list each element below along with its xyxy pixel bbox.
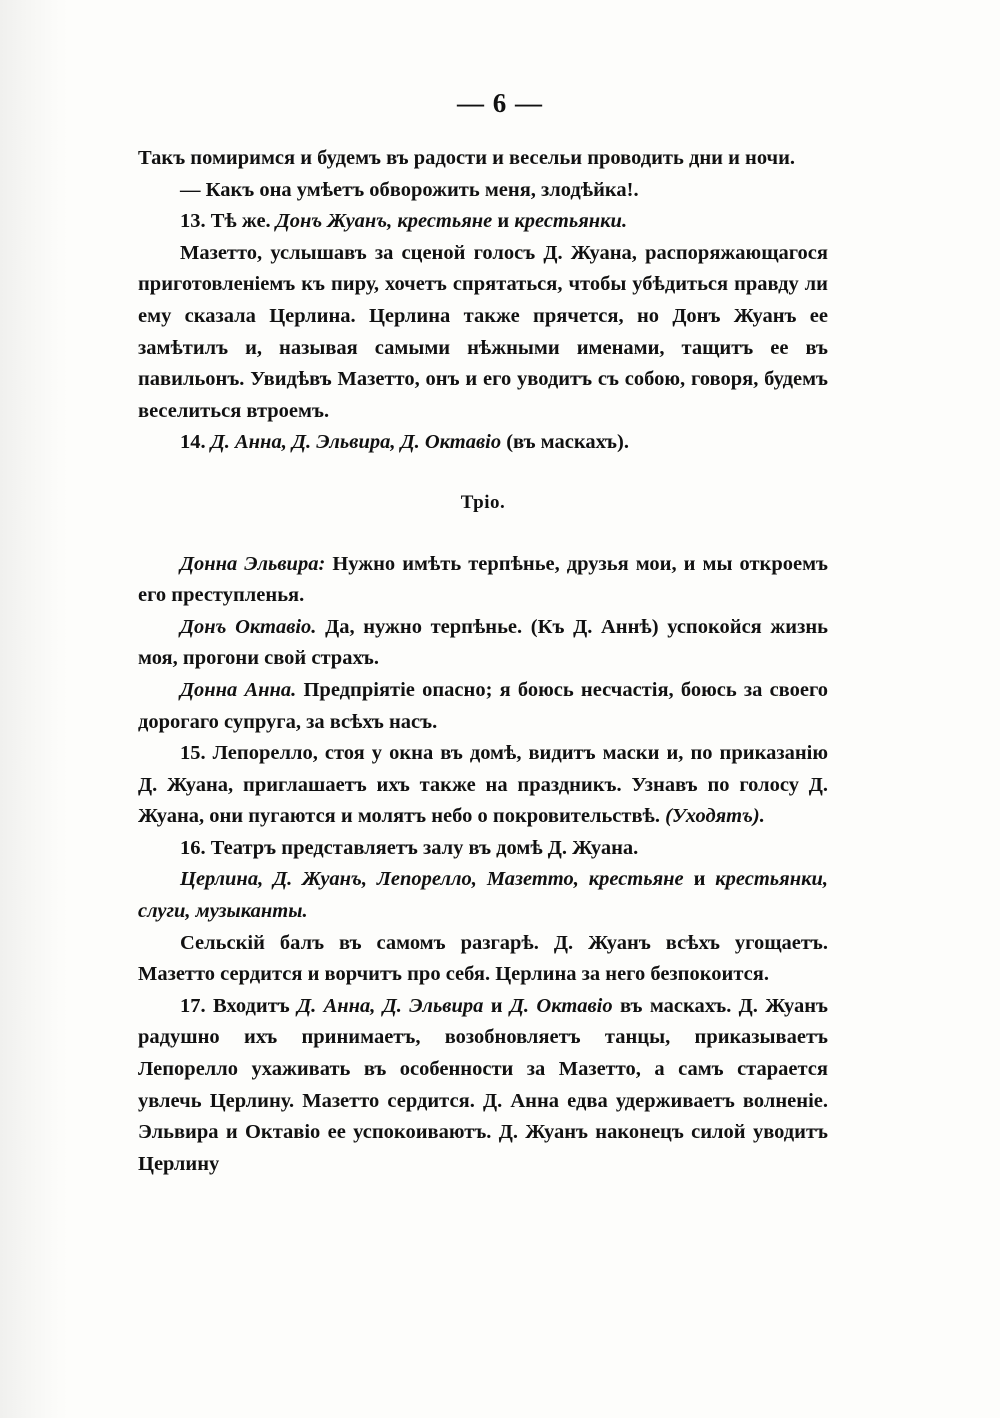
scene-number: 14. (180, 431, 206, 454)
conjunction: и (497, 210, 510, 233)
speech-text: Да, нужно терпѣнье. (Къ Д. Аннѣ) успокойся жизнь моя, прогони свой страхъ. (138, 615, 828, 670)
conjunction: и (693, 868, 706, 891)
scene-cast: Донъ Жуанъ, крестьяне (275, 210, 493, 233)
paragraph-8 (138, 675, 828, 738)
scan-shadow-edge (0, 0, 68, 1418)
conjunction: и (490, 994, 503, 1017)
paragraph-4: Мазетто, услышавъ за сценой голосъ Д. Жуана, распоряжающагося приготовленіемъ къ пиру, хочетъ спрятаться, чтобы убѣдиться правду ли ему сказала Церлина. Церлина также прячется, но Донъ Жуанъ ее замѣтилъ и, называя самыми нѣжными именами, тащитъ ее въ павильонъ. Увидѣвъ Мазетто, онъ и его уводитъ съ собою, говоря, будемъ веселиться втроемъ. (138, 241, 828, 422)
scene-number: 17. Входитъ (180, 994, 290, 1017)
scene-cast-2: Д. Октавіо (509, 994, 613, 1017)
page-number: — 6 — (457, 88, 543, 118)
paragraph-10: 16. Театръ представляетъ залу въ домѣ Д. Жуана. (180, 836, 639, 859)
section-heading: Тріо. (460, 491, 506, 513)
scene-text: 15. Лепорелло, стоя у окна въ домѣ, видитъ маски и, по приказанію Д. Жуана, приглашаетъ ихъ также на праздникъ. Узнавъ по голосу Д. Жуана, они пугаются и молятъ небо о покровительствѣ. (138, 742, 828, 828)
speaker-name: Донна Анна. (180, 678, 297, 701)
scene-note: (въ маскахъ). (506, 431, 629, 454)
speech-text: Нужно имѣть терпѣнье, друзья мои, и мы откроемъ его преступленья. (138, 552, 829, 607)
paragraph-3 (138, 206, 828, 238)
speaker-name: Донъ Октавіо. (180, 615, 317, 638)
scene-number: 13. Тѣ же. (180, 210, 271, 233)
paragraph-7 (138, 612, 828, 675)
paragraph-2: — Какъ она умѣетъ обворожить меня, злодѣйка!. (180, 178, 639, 201)
body-text (138, 143, 828, 1180)
paragraph-11 (138, 864, 828, 927)
paragraph-12: Сельскій балъ въ самомъ разгарѣ. Д. Жуанъ всѣхъ угощаетъ. Мазетто сердится и ворчитъ про себя. Церлина за него безпокоится. (138, 931, 828, 986)
scene-cast: Церлина, Д. Жуанъ, Лепорелло, Мазетто, крестьяне (180, 868, 684, 891)
scene-cast-2: крестьянки. (514, 210, 628, 233)
paragraph-5 (138, 427, 828, 459)
paragraph-9 (138, 738, 828, 833)
paragraph-13 (138, 991, 828, 1181)
scene-cast: Д. Анна, Д. Эльвира, Д. Октавіо (210, 431, 502, 454)
scene-text: въ маскахъ. Д. Жуанъ радушно ихъ принимаетъ, возобновляетъ танцы, приказываетъ Лепорелло ухаживать въ особенности за Мазетто, а самъ старается увлечь Церлину. Мазетто сердится. Д. Анна едва удерживаетъ волненіе. Эльвира и Октавіо ее успокоиваютъ. Д. Жуанъ наконецъ силой уводитъ Церлину (138, 994, 828, 1175)
paragraph-1: Такъ помиримся и будемъ въ радости и весельи проводить дни и ночи. (138, 147, 796, 169)
speech-text: Предпріятіе опасно; я боюсь несчастія, боюсь за своего дорогаго супруга, за всѣхъ насъ. (138, 678, 829, 733)
stage-direction: (Уходятъ). (665, 805, 765, 828)
paragraph-6 (138, 549, 828, 612)
scene-cast: Д. Анна, Д. Эльвира (297, 994, 484, 1017)
scene-cast-2: крестьянки, слуги, музыканты. (138, 868, 829, 923)
speaker-name: Донна Эльвира: (180, 552, 326, 575)
